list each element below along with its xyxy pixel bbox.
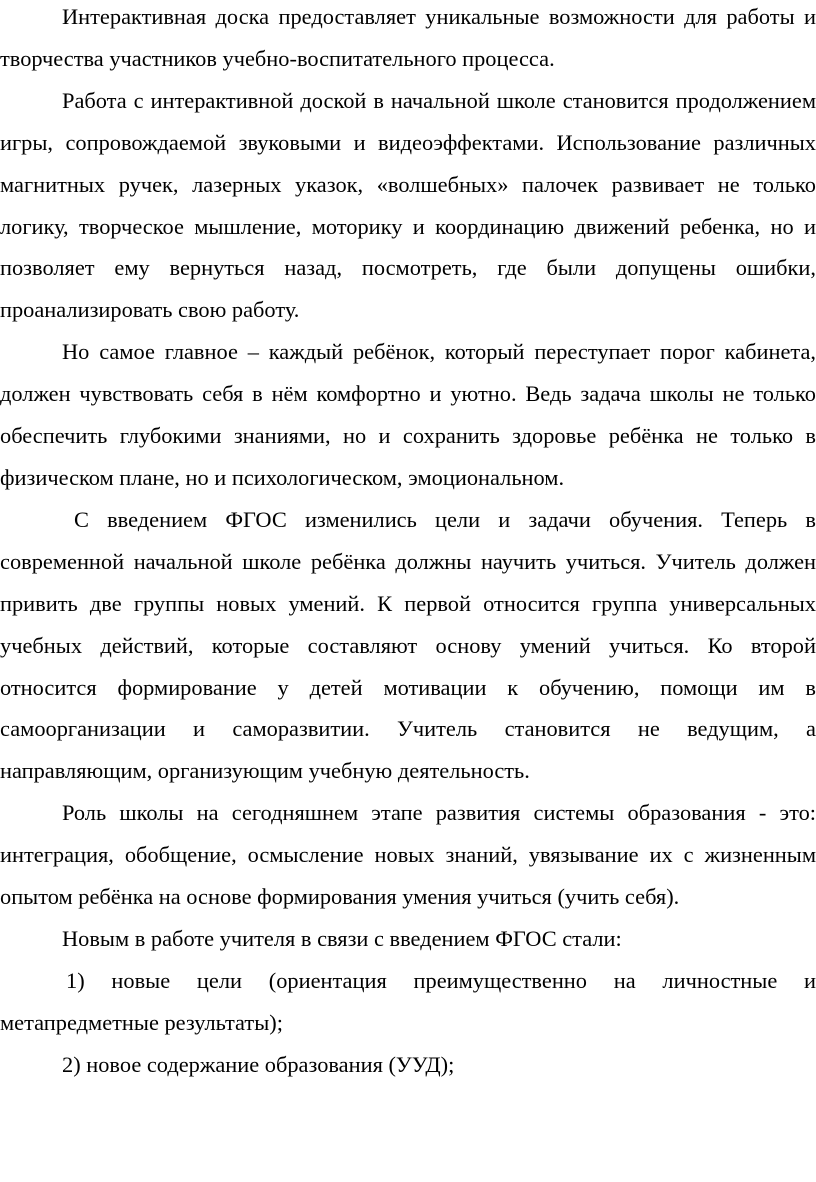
paragraph-school-role: Роль школы на сегодняшнем этапе развития системы образования - это: интеграция, обобщение, осмысление новых знаний, увязывание их с жизненным опытом ребёнка на основе формирования умения учиться (учить себя). xyxy=(0,800,816,910)
paragraph-new-in-teacher-work: Новым в работе учителя в связи с введением ФГОС стали: xyxy=(62,925,622,951)
list-item-new-goals: 1) новые цели (ориентация преимущественно на личностные и метапредметные результаты); xyxy=(0,967,816,1035)
paragraph-interactive-board-intro: Интерактивная доска предоставляет уникальные возможности для работы и творчества участников учебно-воспитательного процесса. xyxy=(0,4,816,71)
paragraph-child-comfort: Но самое главное – каждый ребёнок, который переступает порог кабинета, должен чувствовать себя в нём комфортно и уютно. Ведь задача школы не только обеспечить глубокими знаниями, но и сохранить здоровье ребёнка не только в физическом плане, но и психологическом, эмоциональном. xyxy=(0,339,816,490)
paragraph-board-in-primary-school: Работа с интерактивной доской в начальной школе становится продолжением игры, сопровождаемой звуковыми и видеоэффектами. Использование различных магнитных ручек, лазерных указок, «волшебных» палочек развивает не только логику, творческое мышление, моторику и координацию движений ребенка, но и позволяет ему вернуться назад, посмотреть, где были допущены ошибки, проанализировать свою работу. xyxy=(0,87,816,323)
list-item-new-content: 2) новое содержание образования (УУД); xyxy=(62,1051,455,1077)
paragraph-fgos-goals: С введением ФГОС изменились цели и задачи обучения. Теперь в современной начальной школе ребёнка должны научить учиться. Учитель должен привить две группы новых умений. К первой относится группа универсальных учебных действий, которые составляют основу умений учиться. Ко второй относится формирование у детей мотивации к обучению, помощи им в самоорганизации и саморазвитии. Учитель становится не ведущим, а направляющим, организующим учебную деятельность. xyxy=(0,506,816,784)
